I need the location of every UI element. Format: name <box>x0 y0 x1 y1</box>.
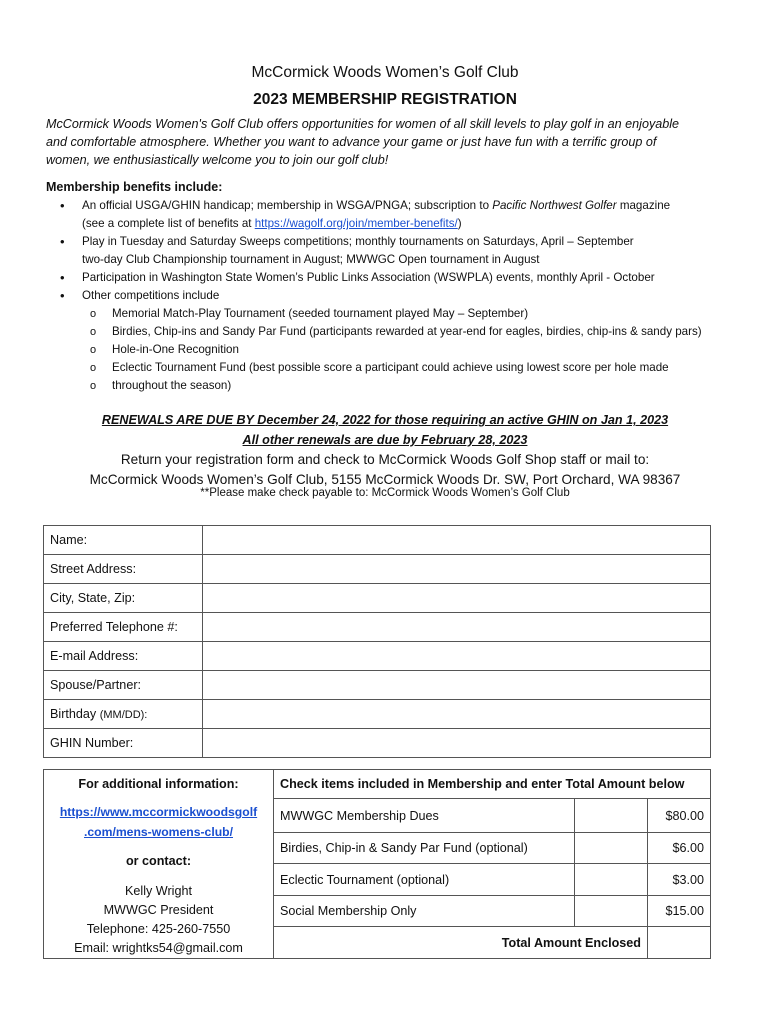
table-row <box>44 700 711 729</box>
birthday-label: Birthday (MM/DD): <box>44 700 203 729</box>
membership-item-amount: $15.00 <box>648 895 711 927</box>
check-payable-note: **Please make check payable to: McCormick Woods Women’s Golf Club <box>200 487 570 499</box>
mailing-address: McCormick Woods Women’s Golf Club, 5155 McCormick Woods Dr. SW, Port Orchard, WA 98367 <box>89 472 681 487</box>
telephone-label: Preferred Telephone #: <box>44 613 203 642</box>
intro-line: McCormick Woods Women's Golf Club offers opportunities for women of all skill levels to play golf in an enjoyable <box>46 117 680 131</box>
name-label: Name: <box>44 526 203 555</box>
competition-item-continued: o throughout the season) <box>46 377 756 395</box>
member-info-table <box>43 525 711 758</box>
benefit-item-continued: (see a complete list of benefits at https://wagolf.org/join/member-benefits/) <box>82 217 462 230</box>
table-row <box>44 555 711 584</box>
table-row <box>44 770 711 799</box>
membership-item-label: Eclectic Tournament (optional) <box>274 864 575 896</box>
membership-item-amount: $3.00 <box>648 864 711 896</box>
table-row <box>44 671 711 700</box>
return-instructions <box>0 450 770 490</box>
intro-line: women, we enthusiastically welcome you to join our golf club! <box>46 153 389 167</box>
spouse-partner-field[interactable] <box>203 671 711 700</box>
table-row <box>44 613 711 642</box>
city-state-zip-label: City, State, Zip: <box>44 584 203 613</box>
benefit-item: • Participation in Washington State Women’s Public Links Association (WSWPLA) events, monthly April - October <box>46 269 756 287</box>
contact-role: MWWGC President <box>103 903 214 917</box>
benefits-list <box>46 197 756 395</box>
competitions-sublist <box>46 305 756 395</box>
membership-item-amount: $80.00 <box>648 799 711 833</box>
registration-title: 2023 MEMBERSHIP REGISTRATION <box>253 91 517 108</box>
contact-info-cell <box>44 770 274 959</box>
street-address-label: Street Address: <box>44 555 203 584</box>
magazine-name: Pacific Northwest Golfer <box>492 199 617 212</box>
wagolf-benefits-link[interactable]: https://wagolf.org/join/member-benefits/ <box>254 217 458 230</box>
membership-item-label: Social Membership Only <box>274 895 575 927</box>
telephone-field[interactable] <box>203 613 711 642</box>
intro-paragraph <box>46 115 736 169</box>
membership-item-label: MWWGC Membership Dues <box>274 799 575 833</box>
name-field[interactable] <box>203 526 711 555</box>
competition-item: o Memorial Match-Play Tournament (seeded tournament played May – September) <box>46 305 756 323</box>
benefit-item: • An official USGA/GHIN handicap; membership in WSGA/PNGA; subscription to Pacific Northwest Golfer magazine <box>46 197 756 215</box>
or-contact-label: or contact: <box>125 854 192 868</box>
email-label: E-mail Address: <box>44 642 203 671</box>
membership-table <box>43 769 711 959</box>
city-state-zip-field[interactable] <box>203 584 711 613</box>
contact-details <box>50 882 267 958</box>
ghin-number-field[interactable] <box>203 729 711 758</box>
intro-line: and comfortable atmosphere. Whether you want to advance your game or just have fun with a terrific group of <box>46 135 657 149</box>
club-title: McCormick Woods Women’s Golf Club <box>251 64 519 81</box>
contact-email: Email: wrightks54@gmail.com <box>74 941 243 955</box>
contact-name: Kelly Wright <box>125 884 192 898</box>
social-membership-checkbox[interactable] <box>575 895 648 927</box>
membership-items-heading: Check items included in Membership and enter Total Amount below <box>274 770 711 799</box>
membership-dues-checkbox[interactable] <box>575 799 648 833</box>
spouse-partner-label: Spouse/Partner: <box>44 671 203 700</box>
table-row <box>44 526 711 555</box>
renewal-deadline-line: All other renewals are due by February 28, 2023 <box>242 433 528 447</box>
competition-item: o Birdies, Chip-ins and Sandy Par Fund (participants rewarded at year-end for eagles, birdies, chip-ins & sandy pars) <box>46 323 756 341</box>
membership-item-label: Birdies, Chip-in & Sandy Par Fund (optional) <box>274 832 575 864</box>
total-amount-field[interactable] <box>648 927 711 959</box>
birthday-field[interactable] <box>203 700 711 729</box>
eclectic-tournament-checkbox[interactable] <box>575 864 648 896</box>
table-row <box>44 642 711 671</box>
benefits-heading: Membership benefits include: <box>46 180 223 194</box>
email-field[interactable] <box>203 642 711 671</box>
ghin-number-label: GHIN Number: <box>44 729 203 758</box>
benefit-item: • Other competitions include <box>46 287 756 305</box>
club-website-link[interactable]: https://www.mccormickwoodsgolf .com/mens-womens-club/ <box>59 805 258 839</box>
return-line: Return your registration form and check to McCormick Woods Golf Shop staff or mail to: <box>120 452 650 467</box>
table-row <box>44 729 711 758</box>
competition-item: o Hole-in-One Recognition <box>46 341 756 359</box>
table-row <box>44 584 711 613</box>
benefit-item-continued: two-day Club Championship tournament in August; MWWGC Open tournament in August <box>82 253 540 266</box>
renewal-deadlines <box>0 410 770 450</box>
total-amount-label: Total Amount Enclosed <box>274 927 648 959</box>
birdies-fund-checkbox[interactable] <box>575 832 648 864</box>
renewal-deadline-line: RENEWALS ARE DUE BY December 24, 2022 for those requiring an active GHIN on Jan 1, 2023 <box>101 413 669 427</box>
contact-phone: Telephone: 425-260-7550 <box>86 922 231 936</box>
competition-item: o Eclectic Tournament Fund (best possible score a participant could achieve using lowest score per hole made <box>46 359 756 377</box>
contact-info-heading: For additional information: <box>78 777 239 791</box>
birthday-format: (MM/DD): <box>99 709 148 721</box>
membership-item-amount: $6.00 <box>648 832 711 864</box>
street-address-field[interactable] <box>203 555 711 584</box>
benefit-item: • Play in Tuesday and Saturday Sweeps competitions; monthly tournaments on Saturdays, April – September <box>46 233 756 251</box>
